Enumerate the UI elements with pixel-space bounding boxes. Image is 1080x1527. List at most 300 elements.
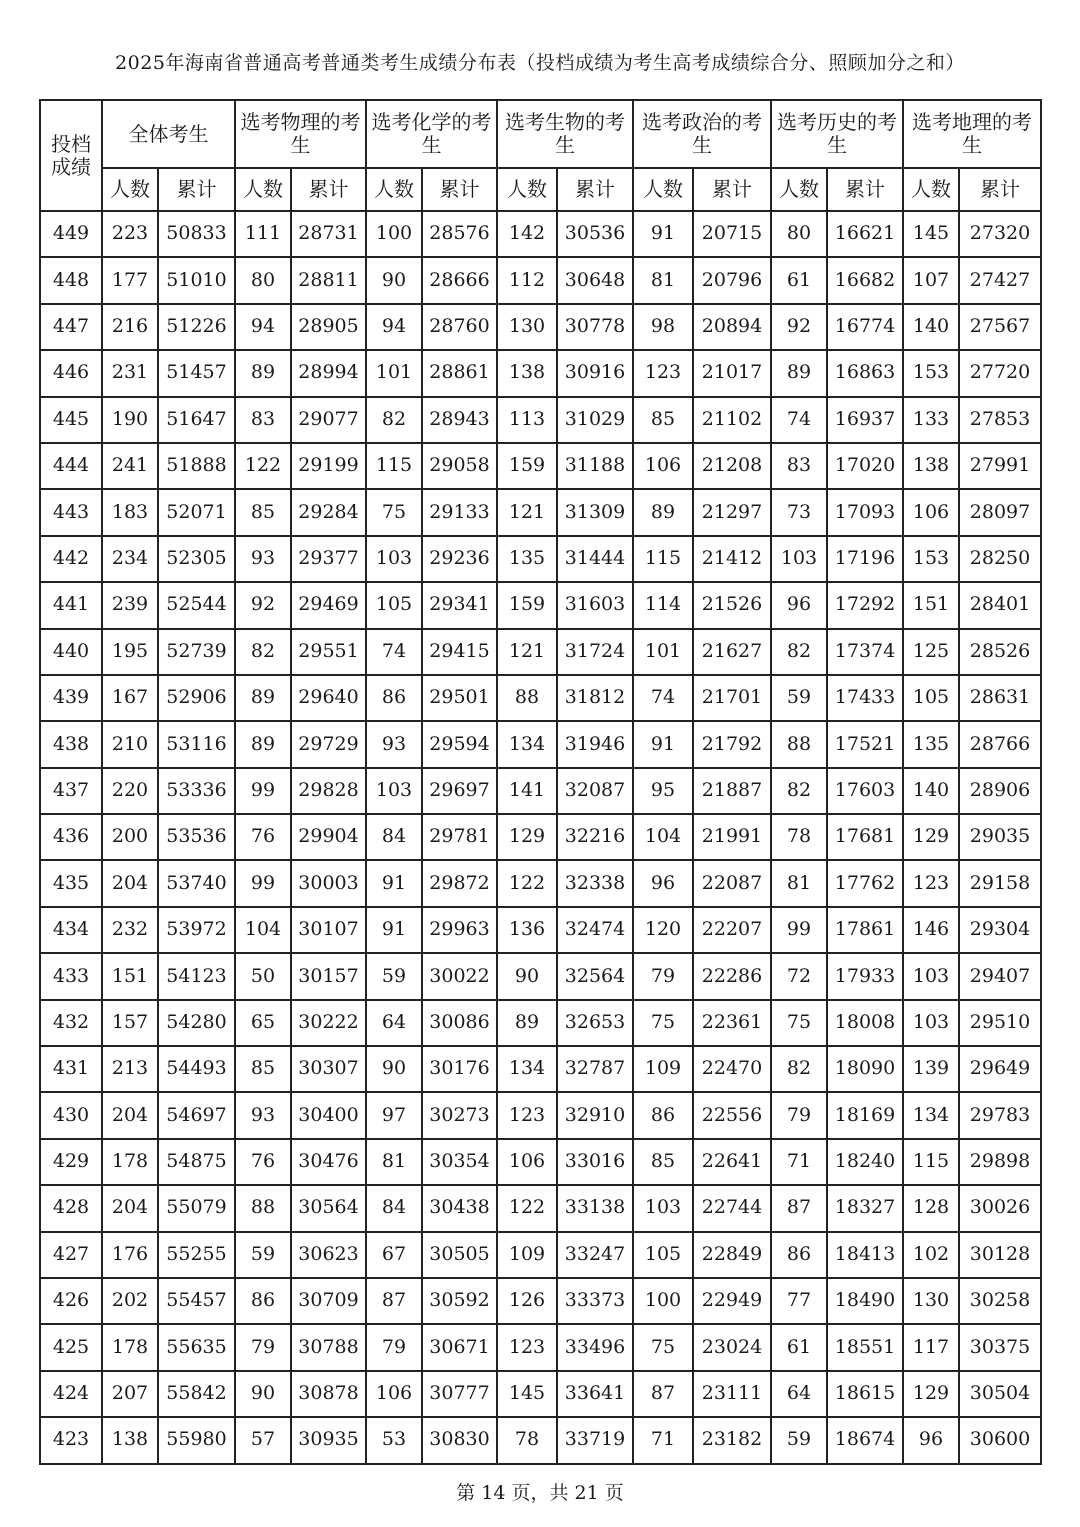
cumulative-cell: 30504 bbox=[959, 1371, 1041, 1417]
count-cell: 75 bbox=[633, 1324, 693, 1370]
cumulative-cell: 54697 bbox=[158, 1092, 235, 1138]
count-cell: 231 bbox=[102, 350, 158, 396]
score-cell: 430 bbox=[40, 1092, 102, 1138]
cumulative-cell: 30778 bbox=[557, 304, 633, 350]
count-cell: 113 bbox=[497, 397, 557, 443]
count-cell: 109 bbox=[633, 1046, 693, 1092]
sub-header-row bbox=[40, 168, 1041, 211]
cumulative-cell: 17762 bbox=[827, 860, 903, 906]
table-row bbox=[40, 1417, 1041, 1463]
cumulative-cell: 27991 bbox=[959, 443, 1041, 489]
cumulative-cell: 17374 bbox=[827, 629, 903, 675]
count-cell: 86 bbox=[771, 1232, 827, 1278]
cumulative-cell: 30107 bbox=[291, 907, 366, 953]
cumulative-cell: 29828 bbox=[291, 768, 366, 814]
cumulative-cell: 28906 bbox=[959, 768, 1041, 814]
table-row bbox=[40, 814, 1041, 860]
cumulative-cell: 52544 bbox=[158, 582, 235, 628]
score-distribution-table bbox=[39, 99, 1042, 1465]
cumulative-header: 累计 bbox=[291, 168, 366, 211]
cumulative-cell: 20715 bbox=[693, 211, 771, 257]
count-cell: 101 bbox=[366, 350, 422, 396]
count-cell: 223 bbox=[102, 211, 158, 257]
count-cell: 178 bbox=[102, 1139, 158, 1185]
cumulative-cell: 29649 bbox=[959, 1046, 1041, 1092]
count-cell: 216 bbox=[102, 304, 158, 350]
cumulative-cell: 22470 bbox=[693, 1046, 771, 1092]
cumulative-cell: 22207 bbox=[693, 907, 771, 953]
count-cell: 80 bbox=[235, 257, 291, 303]
score-cell: 444 bbox=[40, 443, 102, 489]
cumulative-cell: 28097 bbox=[959, 489, 1041, 535]
score-cell: 431 bbox=[40, 1046, 102, 1092]
count-cell: 81 bbox=[366, 1139, 422, 1185]
count-cell: 100 bbox=[366, 211, 422, 257]
count-cell: 159 bbox=[497, 443, 557, 489]
cumulative-cell: 30916 bbox=[557, 350, 633, 396]
cumulative-cell: 20894 bbox=[693, 304, 771, 350]
count-cell: 142 bbox=[497, 211, 557, 257]
cumulative-cell: 27427 bbox=[959, 257, 1041, 303]
cumulative-cell: 51457 bbox=[158, 350, 235, 396]
cumulative-cell: 28943 bbox=[422, 397, 497, 443]
cumulative-cell: 29304 bbox=[959, 907, 1041, 953]
score-cell: 437 bbox=[40, 768, 102, 814]
cumulative-cell: 30258 bbox=[959, 1278, 1041, 1324]
cumulative-cell: 27720 bbox=[959, 350, 1041, 396]
count-cell: 176 bbox=[102, 1232, 158, 1278]
count-cell: 83 bbox=[771, 443, 827, 489]
cumulative-cell: 29133 bbox=[422, 489, 497, 535]
cumulative-cell: 29236 bbox=[422, 536, 497, 582]
count-cell: 65 bbox=[235, 1000, 291, 1046]
cumulative-cell: 33719 bbox=[557, 1417, 633, 1463]
count-cell: 213 bbox=[102, 1046, 158, 1092]
table-row bbox=[40, 907, 1041, 953]
score-cell: 429 bbox=[40, 1139, 102, 1185]
cumulative-cell: 16863 bbox=[827, 350, 903, 396]
count-cell: 135 bbox=[903, 721, 959, 767]
cumulative-cell: 51888 bbox=[158, 443, 235, 489]
count-cell: 129 bbox=[497, 814, 557, 860]
count-cell: 210 bbox=[102, 721, 158, 767]
cumulative-cell: 18615 bbox=[827, 1371, 903, 1417]
score-cell: 428 bbox=[40, 1185, 102, 1231]
score-cell: 435 bbox=[40, 860, 102, 906]
cumulative-cell: 30128 bbox=[959, 1232, 1041, 1278]
cumulative-cell: 21991 bbox=[693, 814, 771, 860]
cumulative-cell: 30564 bbox=[291, 1185, 366, 1231]
cumulative-cell: 17681 bbox=[827, 814, 903, 860]
count-cell: 121 bbox=[497, 489, 557, 535]
count-cell: 123 bbox=[903, 860, 959, 906]
count-cell: 71 bbox=[633, 1417, 693, 1463]
cumulative-cell: 32087 bbox=[557, 768, 633, 814]
count-cell: 130 bbox=[497, 304, 557, 350]
count-header: 人数 bbox=[235, 168, 291, 211]
count-header: 人数 bbox=[771, 168, 827, 211]
cumulative-cell: 18169 bbox=[827, 1092, 903, 1138]
cumulative-cell: 28994 bbox=[291, 350, 366, 396]
cumulative-cell: 30176 bbox=[422, 1046, 497, 1092]
cumulative-cell: 29501 bbox=[422, 675, 497, 721]
cumulative-cell: 33373 bbox=[557, 1278, 633, 1324]
count-cell: 79 bbox=[235, 1324, 291, 1370]
cumulative-cell: 17093 bbox=[827, 489, 903, 535]
count-cell: 159 bbox=[497, 582, 557, 628]
count-cell: 103 bbox=[903, 953, 959, 999]
cumulative-cell: 17292 bbox=[827, 582, 903, 628]
cumulative-cell: 32338 bbox=[557, 860, 633, 906]
cumulative-cell: 23182 bbox=[693, 1417, 771, 1463]
count-cell: 82 bbox=[771, 768, 827, 814]
group-header-geography: 选考地理的考生 bbox=[903, 100, 1041, 168]
score-cell: 440 bbox=[40, 629, 102, 675]
count-cell: 96 bbox=[633, 860, 693, 906]
cumulative-cell: 22949 bbox=[693, 1278, 771, 1324]
cumulative-cell: 30592 bbox=[422, 1278, 497, 1324]
cumulative-cell: 29898 bbox=[959, 1139, 1041, 1185]
count-cell: 220 bbox=[102, 768, 158, 814]
count-cell: 89 bbox=[633, 489, 693, 535]
count-cell: 87 bbox=[771, 1185, 827, 1231]
count-cell: 77 bbox=[771, 1278, 827, 1324]
cumulative-cell: 32564 bbox=[557, 953, 633, 999]
count-cell: 115 bbox=[903, 1139, 959, 1185]
table-row bbox=[40, 257, 1041, 303]
cumulative-cell: 32910 bbox=[557, 1092, 633, 1138]
group-header-row bbox=[40, 100, 1041, 168]
count-cell: 183 bbox=[102, 489, 158, 535]
count-cell: 59 bbox=[771, 675, 827, 721]
cumulative-cell: 50833 bbox=[158, 211, 235, 257]
cumulative-cell: 21701 bbox=[693, 675, 771, 721]
cumulative-cell: 22641 bbox=[693, 1139, 771, 1185]
count-cell: 145 bbox=[903, 211, 959, 257]
count-cell: 61 bbox=[771, 257, 827, 303]
cumulative-cell: 30623 bbox=[291, 1232, 366, 1278]
cumulative-header: 累计 bbox=[557, 168, 633, 211]
cumulative-cell: 30157 bbox=[291, 953, 366, 999]
count-cell: 106 bbox=[633, 443, 693, 489]
table-row bbox=[40, 582, 1041, 628]
cumulative-cell: 51647 bbox=[158, 397, 235, 443]
cumulative-cell: 29035 bbox=[959, 814, 1041, 860]
count-cell: 83 bbox=[235, 397, 291, 443]
score-cell: 425 bbox=[40, 1324, 102, 1370]
cumulative-cell: 17433 bbox=[827, 675, 903, 721]
cumulative-cell: 29341 bbox=[422, 582, 497, 628]
count-cell: 107 bbox=[903, 257, 959, 303]
cumulative-cell: 53116 bbox=[158, 721, 235, 767]
table-row bbox=[40, 536, 1041, 582]
score-cell: 445 bbox=[40, 397, 102, 443]
count-cell: 86 bbox=[633, 1092, 693, 1138]
count-cell: 126 bbox=[497, 1278, 557, 1324]
count-cell: 103 bbox=[633, 1185, 693, 1231]
cumulative-cell: 31812 bbox=[557, 675, 633, 721]
count-cell: 153 bbox=[903, 536, 959, 582]
table-row bbox=[40, 1046, 1041, 1092]
count-cell: 79 bbox=[366, 1324, 422, 1370]
count-cell: 79 bbox=[771, 1092, 827, 1138]
count-cell: 134 bbox=[497, 1046, 557, 1092]
count-cell: 73 bbox=[771, 489, 827, 535]
group-header-politics: 选考政治的考生 bbox=[633, 100, 771, 168]
count-cell: 100 bbox=[633, 1278, 693, 1324]
count-cell: 90 bbox=[366, 1046, 422, 1092]
count-cell: 200 bbox=[102, 814, 158, 860]
count-cell: 138 bbox=[102, 1417, 158, 1463]
count-cell: 99 bbox=[771, 907, 827, 953]
cumulative-cell: 21526 bbox=[693, 582, 771, 628]
table-row bbox=[40, 721, 1041, 767]
count-cell: 78 bbox=[497, 1417, 557, 1463]
count-cell: 89 bbox=[235, 350, 291, 396]
count-cell: 130 bbox=[903, 1278, 959, 1324]
cumulative-cell: 33641 bbox=[557, 1371, 633, 1417]
group-header-physics: 选考物理的考生 bbox=[235, 100, 366, 168]
count-cell: 167 bbox=[102, 675, 158, 721]
table-row bbox=[40, 1139, 1041, 1185]
cumulative-cell: 30375 bbox=[959, 1324, 1041, 1370]
table-row bbox=[40, 489, 1041, 535]
table-row bbox=[40, 953, 1041, 999]
cumulative-cell: 17521 bbox=[827, 721, 903, 767]
count-cell: 125 bbox=[903, 629, 959, 675]
cumulative-cell: 28401 bbox=[959, 582, 1041, 628]
count-cell: 105 bbox=[633, 1232, 693, 1278]
cumulative-cell: 18413 bbox=[827, 1232, 903, 1278]
count-cell: 84 bbox=[366, 814, 422, 860]
table-row bbox=[40, 304, 1041, 350]
table-row bbox=[40, 1092, 1041, 1138]
cumulative-cell: 21208 bbox=[693, 443, 771, 489]
cumulative-cell: 30709 bbox=[291, 1278, 366, 1324]
count-cell: 122 bbox=[497, 1185, 557, 1231]
count-cell: 207 bbox=[102, 1371, 158, 1417]
cumulative-cell: 17603 bbox=[827, 768, 903, 814]
count-cell: 106 bbox=[366, 1371, 422, 1417]
count-cell: 138 bbox=[497, 350, 557, 396]
count-cell: 190 bbox=[102, 397, 158, 443]
cumulative-cell: 30026 bbox=[959, 1185, 1041, 1231]
count-cell: 104 bbox=[633, 814, 693, 860]
count-header: 人数 bbox=[366, 168, 422, 211]
count-cell: 103 bbox=[366, 536, 422, 582]
count-cell: 232 bbox=[102, 907, 158, 953]
count-cell: 80 bbox=[771, 211, 827, 257]
table-row bbox=[40, 1324, 1041, 1370]
score-column-header: 投档成绩 bbox=[40, 100, 102, 211]
count-cell: 145 bbox=[497, 1371, 557, 1417]
count-cell: 82 bbox=[366, 397, 422, 443]
cumulative-cell: 18551 bbox=[827, 1324, 903, 1370]
cumulative-cell: 29377 bbox=[291, 536, 366, 582]
table-row bbox=[40, 675, 1041, 721]
cumulative-cell: 17933 bbox=[827, 953, 903, 999]
count-cell: 115 bbox=[366, 443, 422, 489]
count-cell: 135 bbox=[497, 536, 557, 582]
count-cell: 53 bbox=[366, 1417, 422, 1463]
cumulative-cell: 18090 bbox=[827, 1046, 903, 1092]
table-body bbox=[40, 211, 1041, 1464]
score-cell: 439 bbox=[40, 675, 102, 721]
cumulative-cell: 32216 bbox=[557, 814, 633, 860]
count-cell: 93 bbox=[235, 536, 291, 582]
cumulative-cell: 23111 bbox=[693, 1371, 771, 1417]
cumulative-cell: 30830 bbox=[422, 1417, 497, 1463]
score-cell: 436 bbox=[40, 814, 102, 860]
count-cell: 64 bbox=[771, 1371, 827, 1417]
count-cell: 90 bbox=[366, 257, 422, 303]
cumulative-cell: 30438 bbox=[422, 1185, 497, 1231]
cumulative-cell: 21627 bbox=[693, 629, 771, 675]
count-cell: 109 bbox=[497, 1232, 557, 1278]
cumulative-cell: 18674 bbox=[827, 1417, 903, 1463]
count-cell: 95 bbox=[633, 768, 693, 814]
cumulative-header: 累计 bbox=[693, 168, 771, 211]
count-cell: 204 bbox=[102, 1185, 158, 1231]
cumulative-cell: 18240 bbox=[827, 1139, 903, 1185]
count-cell: 123 bbox=[497, 1092, 557, 1138]
count-cell: 141 bbox=[497, 768, 557, 814]
count-cell: 151 bbox=[903, 582, 959, 628]
cumulative-cell: 30648 bbox=[557, 257, 633, 303]
count-cell: 84 bbox=[366, 1185, 422, 1231]
count-cell: 111 bbox=[235, 211, 291, 257]
cumulative-cell: 33247 bbox=[557, 1232, 633, 1278]
count-cell: 105 bbox=[903, 675, 959, 721]
count-cell: 195 bbox=[102, 629, 158, 675]
cumulative-cell: 30273 bbox=[422, 1092, 497, 1138]
count-cell: 122 bbox=[497, 860, 557, 906]
table-row bbox=[40, 1232, 1041, 1278]
count-cell: 134 bbox=[903, 1092, 959, 1138]
count-cell: 91 bbox=[633, 211, 693, 257]
count-cell: 105 bbox=[366, 582, 422, 628]
cumulative-cell: 52739 bbox=[158, 629, 235, 675]
cumulative-cell: 28250 bbox=[959, 536, 1041, 582]
count-cell: 239 bbox=[102, 582, 158, 628]
cumulative-cell: 28631 bbox=[959, 675, 1041, 721]
cumulative-cell: 29077 bbox=[291, 397, 366, 443]
table-row bbox=[40, 1000, 1041, 1046]
count-cell: 85 bbox=[633, 1139, 693, 1185]
score-cell: 442 bbox=[40, 536, 102, 582]
count-cell: 93 bbox=[235, 1092, 291, 1138]
count-cell: 112 bbox=[497, 257, 557, 303]
count-cell: 178 bbox=[102, 1324, 158, 1370]
count-cell: 115 bbox=[633, 536, 693, 582]
score-cell: 441 bbox=[40, 582, 102, 628]
page-title: 2025年海南省普通高考普通类考生成绩分布表（投档成绩为考生高考成绩综合分、照顾加分之和） bbox=[115, 52, 965, 74]
cumulative-cell: 28861 bbox=[422, 350, 497, 396]
count-header: 人数 bbox=[903, 168, 959, 211]
cumulative-cell: 17196 bbox=[827, 536, 903, 582]
cumulative-cell: 23024 bbox=[693, 1324, 771, 1370]
count-cell: 74 bbox=[633, 675, 693, 721]
cumulative-cell: 21102 bbox=[693, 397, 771, 443]
cumulative-cell: 20796 bbox=[693, 257, 771, 303]
count-cell: 96 bbox=[903, 1417, 959, 1463]
cumulative-cell: 29284 bbox=[291, 489, 366, 535]
page-number: 第 14 页，共 21 页 bbox=[456, 1482, 624, 1504]
cumulative-cell: 32653 bbox=[557, 1000, 633, 1046]
cumulative-cell: 22361 bbox=[693, 1000, 771, 1046]
count-cell: 134 bbox=[497, 721, 557, 767]
count-cell: 114 bbox=[633, 582, 693, 628]
cumulative-cell: 55457 bbox=[158, 1278, 235, 1324]
cumulative-cell: 29199 bbox=[291, 443, 366, 489]
cumulative-cell: 54280 bbox=[158, 1000, 235, 1046]
count-header: 人数 bbox=[102, 168, 158, 211]
cumulative-cell: 27567 bbox=[959, 304, 1041, 350]
count-cell: 153 bbox=[903, 350, 959, 396]
count-cell: 50 bbox=[235, 953, 291, 999]
table-row bbox=[40, 443, 1041, 489]
count-cell: 59 bbox=[235, 1232, 291, 1278]
count-cell: 92 bbox=[235, 582, 291, 628]
count-cell: 64 bbox=[366, 1000, 422, 1046]
count-cell: 121 bbox=[497, 629, 557, 675]
cumulative-cell: 17020 bbox=[827, 443, 903, 489]
group-header-history: 选考历史的考生 bbox=[771, 100, 903, 168]
cumulative-cell: 29058 bbox=[422, 443, 497, 489]
cumulative-cell: 31724 bbox=[557, 629, 633, 675]
cumulative-cell: 29640 bbox=[291, 675, 366, 721]
count-cell: 71 bbox=[771, 1139, 827, 1185]
cumulative-header: 累计 bbox=[827, 168, 903, 211]
count-cell: 91 bbox=[633, 721, 693, 767]
cumulative-cell: 29697 bbox=[422, 768, 497, 814]
cumulative-cell: 21412 bbox=[693, 536, 771, 582]
count-cell: 85 bbox=[235, 1046, 291, 1092]
score-cell: 433 bbox=[40, 953, 102, 999]
group-header-chemistry: 选考化学的考生 bbox=[366, 100, 497, 168]
count-cell: 138 bbox=[903, 443, 959, 489]
cumulative-cell: 28526 bbox=[959, 629, 1041, 675]
cumulative-cell: 30505 bbox=[422, 1232, 497, 1278]
count-cell: 157 bbox=[102, 1000, 158, 1046]
cumulative-cell: 16621 bbox=[827, 211, 903, 257]
table-row bbox=[40, 1371, 1041, 1417]
count-cell: 104 bbox=[235, 907, 291, 953]
count-cell: 88 bbox=[771, 721, 827, 767]
cumulative-cell: 29872 bbox=[422, 860, 497, 906]
cumulative-cell: 29551 bbox=[291, 629, 366, 675]
cumulative-cell: 31029 bbox=[557, 397, 633, 443]
count-cell: 204 bbox=[102, 860, 158, 906]
count-cell: 92 bbox=[771, 304, 827, 350]
score-cell: 427 bbox=[40, 1232, 102, 1278]
score-cell: 434 bbox=[40, 907, 102, 953]
cumulative-header: 累计 bbox=[959, 168, 1041, 211]
count-cell: 81 bbox=[771, 860, 827, 906]
score-cell: 438 bbox=[40, 721, 102, 767]
count-cell: 204 bbox=[102, 1092, 158, 1138]
count-cell: 140 bbox=[903, 768, 959, 814]
count-cell: 97 bbox=[366, 1092, 422, 1138]
count-cell: 106 bbox=[903, 489, 959, 535]
count-cell: 61 bbox=[771, 1324, 827, 1370]
cumulative-cell: 30777 bbox=[422, 1371, 497, 1417]
count-cell: 129 bbox=[903, 1371, 959, 1417]
count-cell: 72 bbox=[771, 953, 827, 999]
cumulative-cell: 30003 bbox=[291, 860, 366, 906]
cumulative-cell: 32474 bbox=[557, 907, 633, 953]
count-cell: 202 bbox=[102, 1278, 158, 1324]
